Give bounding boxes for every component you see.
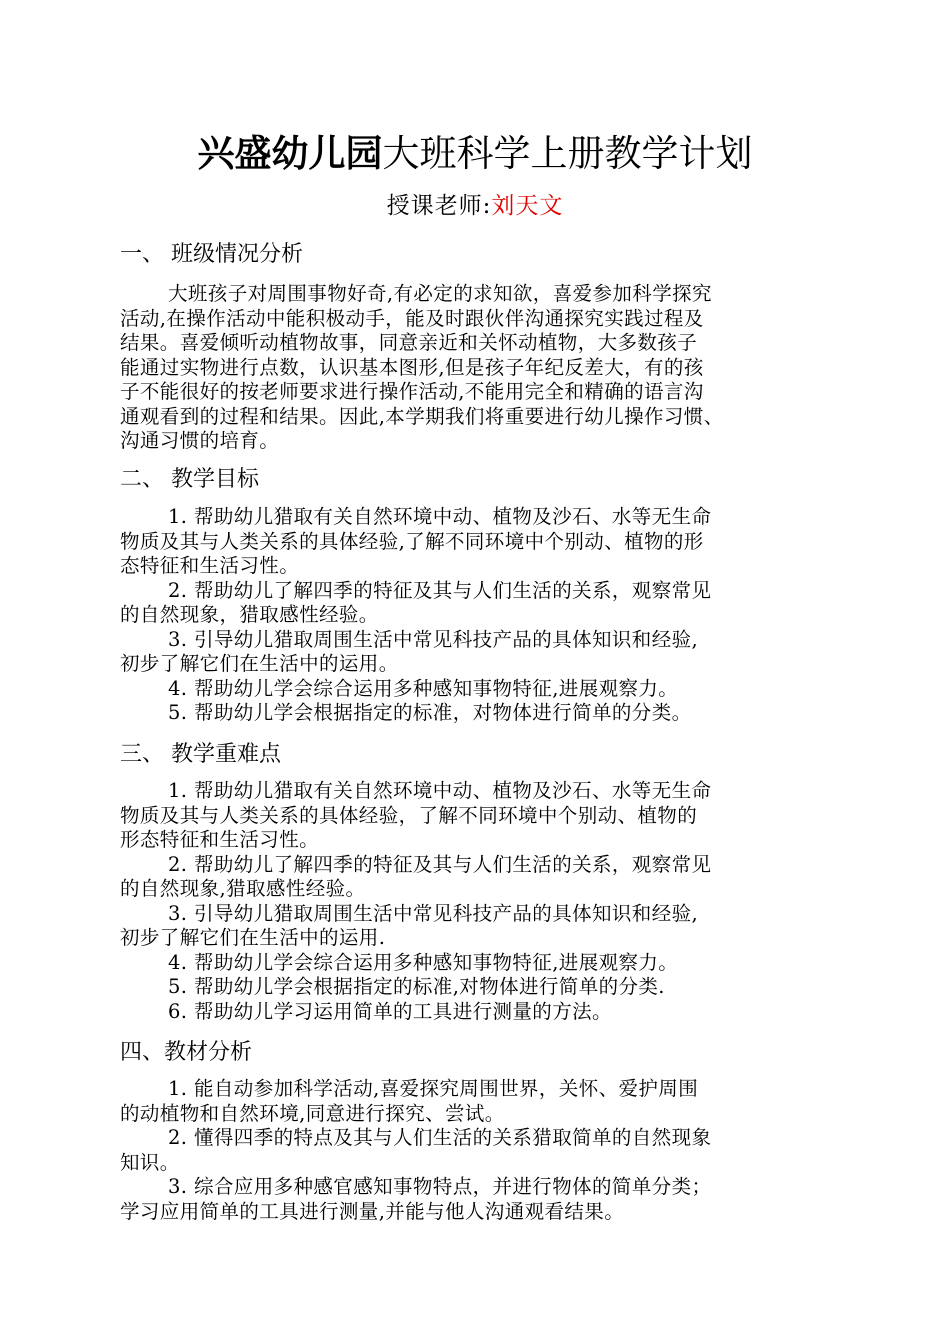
list-item: 1. 能自动参加科学活动,喜爱探究周围世界，关怀、爱护周围 bbox=[168, 1077, 699, 1100]
list-item-continuation: 初步了解它们在生活中的运用。 bbox=[120, 652, 399, 675]
section-heading-material-analysis: 四、教材分析 bbox=[120, 1040, 253, 1065]
list-item: 3. 引导幼儿猎取周围生活中常见科技产品的具体知识和经验, bbox=[168, 901, 699, 925]
section-heading-teaching-goals: 二、 教学目标 bbox=[120, 467, 259, 492]
list-item: 2. 帮助幼儿了解四季的特征及其与人们生活的关系，观察常见 bbox=[168, 852, 712, 876]
teacher-name: 刘天文 bbox=[491, 193, 564, 219]
list-item: 1. 帮助幼儿猎取有关自然环境中动、植物及沙石、水等无生命 bbox=[168, 779, 712, 802]
teacher-label: 授课老师: bbox=[386, 193, 492, 219]
title-plan-name: 大班科学上册教学计划 bbox=[382, 132, 753, 175]
paragraph-line: 结果。喜爱倾听动植物故事，同意亲近和关怀动植物，大多数孩子 bbox=[120, 331, 698, 354]
title-school-name: 兴盛幼儿园 bbox=[197, 132, 383, 175]
list-item-continuation: 物质及其与人类关系的具体经验，了解不同环境中个别动、植物的 bbox=[120, 803, 698, 827]
paragraph-line: 沟通习惯的培育。 bbox=[120, 429, 280, 452]
paragraph-line: 子不能很好的按老师要求进行操作活动,不能用完全和精确的语言沟 bbox=[120, 380, 704, 403]
section-body-key-difficulties bbox=[120, 779, 840, 1024]
list-item-continuation: 的自然现象,猎取感性经验。 bbox=[120, 877, 366, 900]
paragraph-line: 通观看到的过程和结果。因此,本学期我们将重要进行幼儿操作习惯、 bbox=[120, 404, 724, 428]
list-item: 5. 帮助幼儿学会根据指定的标准,对物体进行简单的分类. bbox=[168, 975, 665, 998]
list-item-continuation: 的自然现象，猎取感性经验。 bbox=[120, 603, 379, 626]
list-item-continuation: 学习应用简单的工具进行测量,并能与他人沟通观看结果。 bbox=[120, 1199, 625, 1223]
list-item: 3. 综合应用多种感官感知事物特点，并进行物体的简单分类； bbox=[168, 1175, 712, 1198]
paragraph-line: 能通过实物进行点数，认识基本图形,但是孩子年纪反差大，有的孩 bbox=[120, 355, 704, 379]
section-body-material-analysis bbox=[120, 1077, 840, 1224]
paragraph-line: 活动,在操作活动中能积极动手，能及时跟伙伴沟通探究实践过程及 bbox=[120, 306, 704, 330]
section-heading-class-analysis: 一、 班级情况分析 bbox=[120, 242, 303, 267]
list-item: 6. 帮助幼儿学习运用简单的工具进行测量的方法。 bbox=[168, 999, 612, 1023]
list-item: 1. 帮助幼儿猎取有关自然环境中动、植物及沙石、水等无生命 bbox=[168, 505, 712, 528]
list-item: 3. 引导幼儿猎取周围生活中常见科技产品的具体知识和经验, bbox=[168, 627, 699, 651]
list-item: 2. 懂得四季的特点及其与人们生活的关系猎取简单的自然现象 bbox=[168, 1126, 712, 1149]
list-item-continuation: 形态特征和生活习性。 bbox=[120, 828, 320, 851]
section-body-teaching-goals bbox=[120, 505, 840, 726]
section-body-class-analysis bbox=[120, 282, 840, 454]
list-item-continuation: 知识。 bbox=[120, 1150, 180, 1174]
list-item-continuation: 态特征和生活习性。 bbox=[120, 554, 300, 577]
section-heading-key-difficulties: 三、 教学重难点 bbox=[120, 742, 281, 767]
teacher-line bbox=[0, 190, 950, 222]
list-item: 4. 帮助幼儿学会综合运用多种感知事物特征,进展观察力。 bbox=[168, 950, 679, 974]
list-item: 5. 帮助幼儿学会根据指定的标准，对物体进行简单的分类。 bbox=[168, 701, 692, 724]
paragraph-line: 大班孩子对周围事物好奇,有必定的求知欲，喜爱参加科学探究 bbox=[168, 282, 712, 305]
list-item-continuation: 初步了解它们在生活中的运用. bbox=[120, 926, 386, 949]
list-item: 2. 帮助幼儿了解四季的特征及其与人们生活的关系，观察常见 bbox=[168, 578, 712, 602]
list-item: 4. 帮助幼儿学会综合运用多种感知事物特征,进展观察力。 bbox=[168, 676, 679, 700]
document-title bbox=[0, 130, 950, 178]
list-item-continuation: 的动植物和自然环境,同意进行探究、尝试。 bbox=[120, 1101, 505, 1125]
list-item-continuation: 物质及其与人类关系的具体经验,了解不同环境中个别动、植物的形 bbox=[120, 529, 704, 553]
